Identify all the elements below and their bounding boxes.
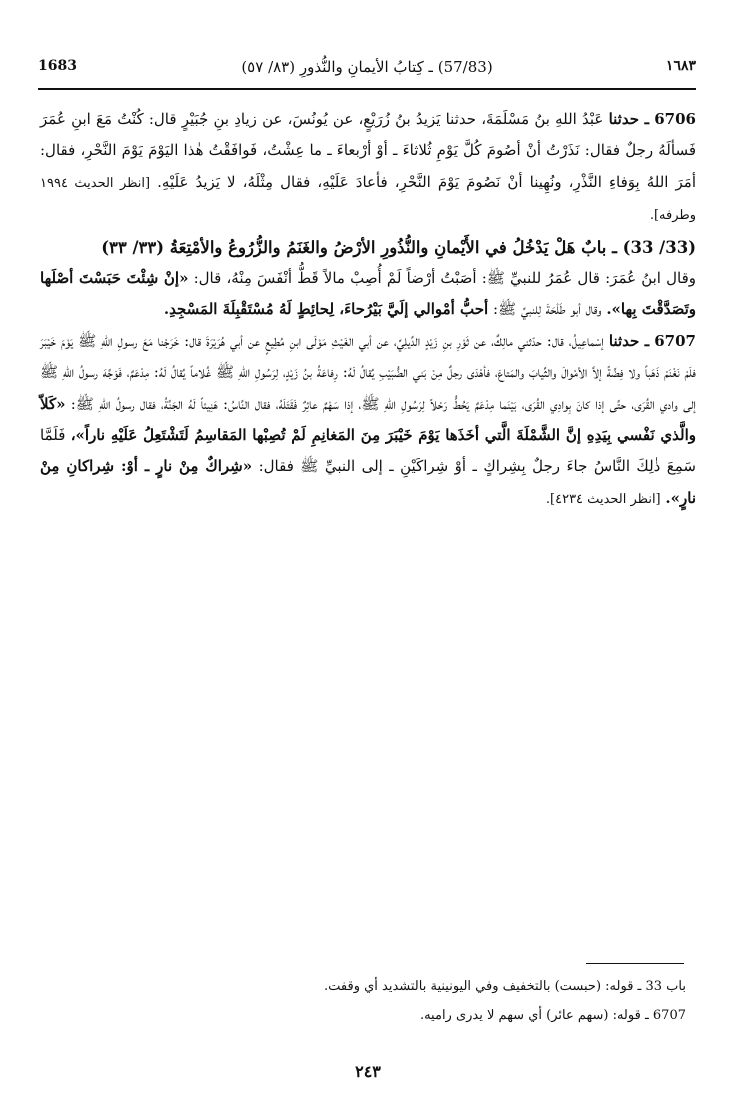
header-title: (57/83) ـ كِتابُ الأيمانِ والنُّذورِ (٨٣/ ٥٧) (241, 58, 493, 76)
hadith-number: 6707 (654, 331, 696, 350)
hadith-reference: [انظر الحديث ١٩٩٤ وطرفه]. (40, 175, 696, 224)
hadith-text: عَبْدُ اللهِ بنُ مَسْلَمَةَ، حدثنا يَزيدُ بنُ زُرَيْعٍ، عن يُونُسَ، عن زيادِ بنِ جُبَيْرٍ قال: كُنْتُ مَعَ ابنِ عُمَرَ فَسألَهُ رجلٌ فقال: نَذَرْتُ أنْ أصُومَ كُلَّ يَوْمِ ثُلاثاءَ ـ أوْ أرْبعاءَ ـ ما عِشْتُ، فَوافَقْتُ هٰذا اليَوْمَ يَوْمَ النَّحْرِ، فقال: أمَرَ اللهُ بِوَفاءِ النَّذْرِ، ونُهِينا أنْ نَصُومَ يَوْمَ النَّحْرِ، فأعادَ عَلَيْهِ، فقال مِثْلَهُ، لا يَزيدُ عَلَيْهِ. (40, 110, 696, 191)
chapter-text-part: وقال أبو طَلْحَةَ لِلنبيِّ ﷺ: (493, 300, 602, 319)
header-page-number-arabic: ١٦٨٣ (665, 58, 696, 74)
header-rule (38, 88, 696, 90)
hadith-opening: ـ حدثنا (608, 110, 650, 128)
main-text (40, 104, 696, 515)
footnote: 6707 ـ قوله: (سهم عائر) أي سهم لا يدرى راميه. (419, 1008, 686, 1023)
hadith-quote: «شِراكٌ مِنْ نارٍ ـ أوْ: شِراكانِ مِنْ نارٍ». (40, 457, 696, 507)
header-page-number-latin: 1683 (38, 58, 77, 74)
chapter-text-quote: «إنْ شِئْتَ حَبَسْتَ أصْلَها وتَصَدَّقْتَ بِها». (40, 269, 696, 319)
footnotes (40, 972, 686, 1030)
footnote: باب 33 ـ قوله: (حبست) بالتخفيف وفي اليونينية بالتشديد أي وقفت. (324, 979, 686, 994)
hadith-opening: ـ حدثنا (608, 331, 650, 350)
hadith-text: إسْماعِيلُ، قال: حدّثني مالِكٌ، عن ثَوْرِ بنِ زَيْدٍ الدِّيلِيِّ، عن أبي الغَيْثِ مَوْلَى ابنِ مُطِيعٍ عن أبي هُرَيْرَةَ قال: خَرَجْنا مَعَ رسولِ اللهِ ﷺ يَوْمَ خَيْبَرَ فلَمْ نَغْنَمْ ذَهَباً ولا فِضَّةً إلاَّ الأمْوالَ والثِّيابَ والمَتاعَ، فأهْدَى رجلٌ مِنْ بَني الضُّبَيْبِ يُقالُ لَهُ: رِفاعَةُ بنُ زَيْدٍ، لِرَسُولِ اللهِ ﷺ غُلاماً يُقالُ لَهُ: مِدْعَمٌ، فَوَجَّهَ رسولُ اللهِ ﷺ إلى وادي القُرَى، حتَّى إذا كانَ بِوادِي القُرَى، بَيْنَما مِدْعَمٌ يَحُطُّ رَحْلاً لِرَسُولِ اللهِ ﷺ، إذا سَهْمٌ عائِرٌ فَقَتَلَهُ، فقال النَّاسُ: هَنِيئاً لَهُ الجَنَّةُ، فقال رسولُ اللهِ ﷺ: (40, 331, 696, 413)
chapter-text-part: وقال ابنُ عُمَرَ: قال عُمَرُ للنبيِّ ﷺ: أصَبْتُ أرْضاً لَمْ أُصِبْ مالاً قَطُّ أنْفَسَ مِنْهُ، قال: (193, 269, 697, 288)
hadith-6706 (40, 104, 696, 232)
chapter-heading: (33/ 33) ـ بابٌ هَلْ يَدْخُلُ في الأَيْمانِ والنُّذُورِ الأرْضُ والغَنَمُ والزُّرُوعُ والأمْتِعَةُ (٣٣/ ٣٣) (101, 237, 696, 257)
hadith-quote: «كَلاّ والَّذي نَفْسي بِيَدِهِ إنَّ الشَّمْلَةَ الَّتي أخَذَها يَوْمَ خَيْبَرَ مِنَ المَغانِمِ لَمْ تُصِبْها المَقاسِمُ لَتَشْتَعِلُ عَلَيْهِ ناراً»، (40, 394, 696, 445)
hadith-text: فَلَمَّا سَمِعَ ذٰلِكَ النَّاسُ جاءَ رجلٌ بِشِراكٍ ـ أوْ شِراكَيْنِ ـ إلى النبيِّ ﷺ فقال: (40, 426, 696, 476)
chapter-text-quote: أحبُّ أمْوالي إلَيَّ بَيْرُحاءَ، لِحائِطٍ لَهُ مُسْتَقْبِلَةَ المَسْجِدِ. (163, 300, 489, 319)
chapter-text (40, 263, 696, 326)
footnote-rule (586, 963, 684, 964)
hadith-6707 (40, 326, 696, 515)
hadith-number: 6706 (654, 110, 696, 128)
page-header (38, 58, 696, 82)
page-number: ٢٤٣ (355, 1062, 381, 1081)
hadith-reference: [انظر الحديث ٤٢٣٤]. (545, 491, 661, 507)
